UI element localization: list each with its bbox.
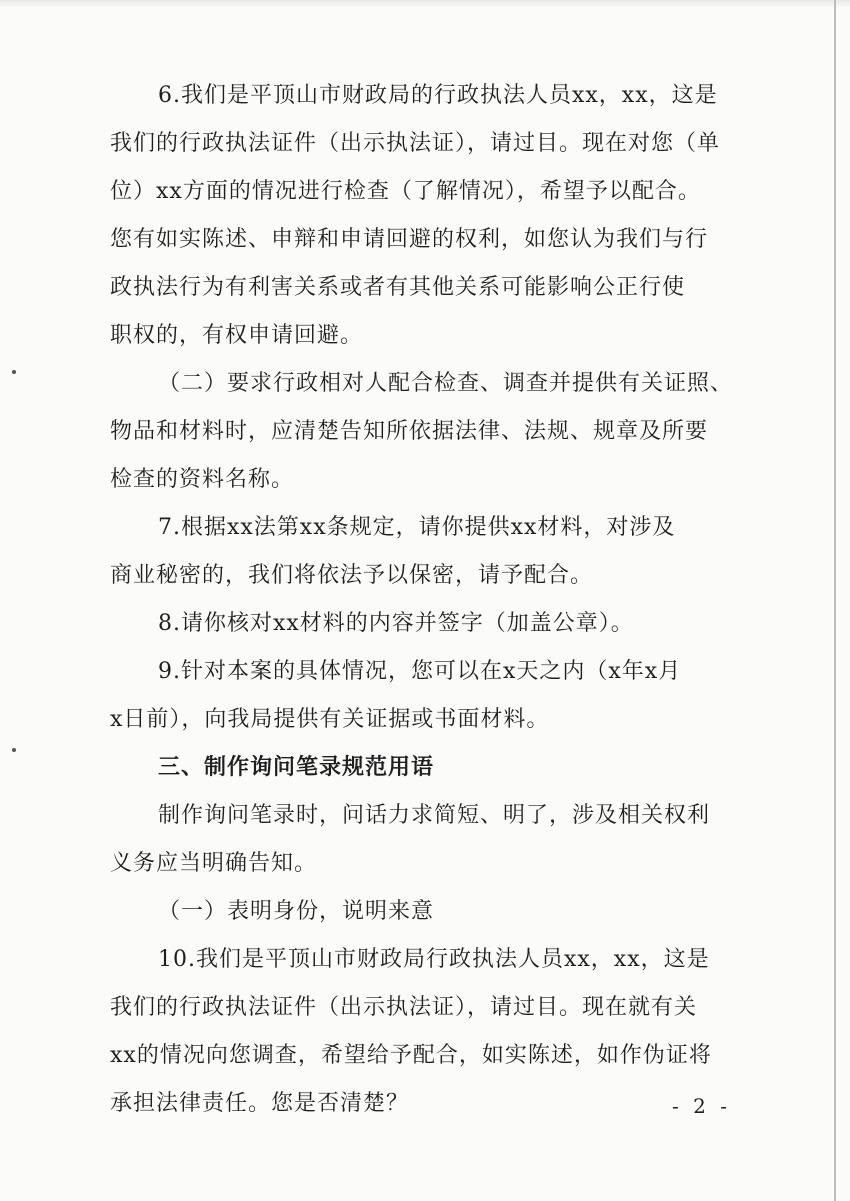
paragraph-line: 商业秘密的，我们将依法予以保密，请予配合。 <box>110 563 594 588</box>
subsection-heading: （一）表明身份，说明来意 <box>158 899 435 924</box>
paragraph-line: 我们的行政执法证件（出示执法证），请过目。现在对您（单 <box>110 131 721 156</box>
page-number: - 2 - <box>672 1094 731 1118</box>
paragraph-line: 制作询问笔录时，问话力求简短、明了，涉及相关权利 <box>158 803 711 828</box>
section-heading: 三、制作询问笔录规范用语 <box>158 755 435 780</box>
paragraph-line: 9.针对本案的具体情况，您可以在x天之内（x年x月 <box>158 659 682 684</box>
paragraph-line: 政执法行为有利害关系或者有其他关系可能影响公正行使 <box>110 275 686 300</box>
paragraph-line: 承担法律责任。您是否清楚？ <box>110 1091 410 1116</box>
paragraph-line: 职权的，有权申请回避。 <box>110 323 364 348</box>
scan-speck <box>12 370 16 374</box>
scan-top-edge <box>0 0 850 8</box>
paragraph-line: 义务应当明确告知。 <box>110 851 318 876</box>
paragraph-line: （二）要求行政相对人配合检查、调查并提供有关证照、 <box>158 371 734 396</box>
paragraph-line: 我们的行政执法证件（出示执法证），请过目。现在就有关 <box>110 995 698 1020</box>
paragraph-line: 位）xx方面的情况进行检查（了解情况），希望予以配合。 <box>110 179 701 204</box>
paragraph-line: xx的情况向您调查，希望给予配合，如实陈述，如作伪证将 <box>110 1043 712 1068</box>
paragraph-line: 10.我们是平顶山市财政局行政执法人员xx，xx，这是 <box>158 947 710 972</box>
paragraph-line: 您有如实陈述、申辩和申请回避的权利，如您认为我们与行 <box>110 227 709 252</box>
paragraph-line: 7.根据xx法第xx条规定，请你提供xx材料，对涉及 <box>158 515 676 540</box>
paragraph-line: 检查的资料名称。 <box>110 467 295 492</box>
document-body <box>110 72 750 1128</box>
scan-speck <box>12 748 16 752</box>
paragraph-line: 6.我们是平顶山市财政局的行政执法人员xx，xx，这是 <box>158 83 718 108</box>
paragraph-line: x日前），向我局提供有关证据或书面材料。 <box>110 707 550 732</box>
paragraph-line: 物品和材料时，应清楚告知所依据法律、法规、规章及所要 <box>110 419 709 444</box>
paragraph-line: 8.请你核对xx材料的内容并签字（加盖公章）。 <box>158 611 634 636</box>
scan-right-edge <box>834 0 836 1201</box>
